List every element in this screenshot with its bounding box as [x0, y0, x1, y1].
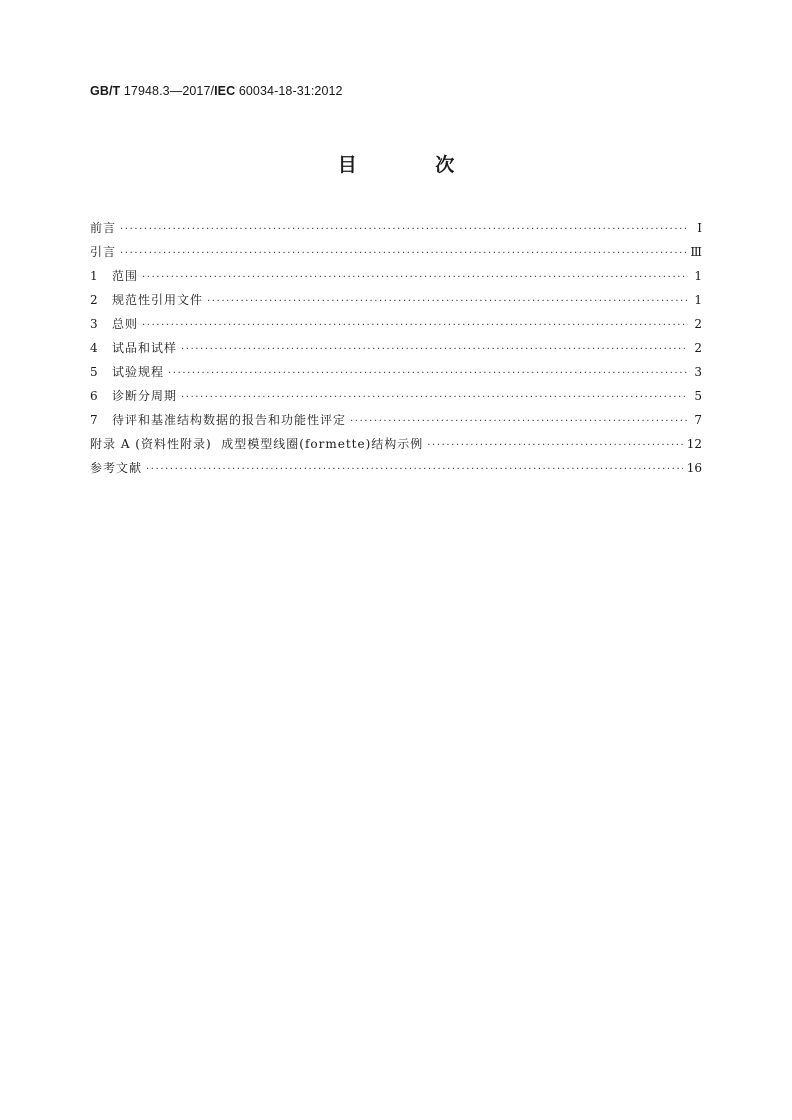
toc-leader-dots [146, 458, 683, 482]
toc-entry-reporting-evaluation[interactable] [90, 408, 702, 432]
standard-number-header [90, 84, 343, 98]
toc-entry-general[interactable] [90, 312, 702, 336]
toc-leader-dots [142, 266, 688, 290]
toc-entry-page: 2 [694, 341, 702, 355]
toc-entry-number: 5 [90, 365, 98, 379]
toc-leader-dots [427, 434, 682, 458]
toc-entry-number: 3 [90, 317, 98, 331]
toc-entry-label: 试品和试样 [112, 341, 178, 355]
toc-entry-diagnostic-subcycle[interactable] [90, 384, 702, 408]
toc-entry-page: Ⅲ [690, 245, 702, 259]
iec-prefix: IEC [214, 84, 236, 98]
toc-entry-number: 7 [90, 413, 98, 427]
toc-entry-page: 5 [694, 389, 702, 403]
toc-entry-label: 试验规程 [112, 365, 165, 379]
toc-entry-label: 待评和基准结构数据的报告和功能性评定 [112, 413, 347, 427]
toc-entry-label: 引言 [90, 245, 117, 259]
toc-entry-page: 3 [694, 365, 702, 379]
toc-leader-dots [207, 290, 688, 314]
toc-leader-dots [350, 410, 688, 434]
standard-prefix: GB/T [90, 84, 121, 98]
toc-leader-dots [168, 362, 688, 386]
standard-code: 17948.3—2017/ [123, 84, 215, 98]
toc-entry-annex-a[interactable] [90, 432, 702, 456]
toc-entry-number: 6 [90, 389, 98, 403]
toc-entry-page: 12 [686, 437, 702, 451]
toc-title: 目 次 [337, 154, 491, 176]
toc-entry-number: 1 [90, 269, 98, 283]
toc-entry-introduction[interactable] [90, 240, 702, 264]
toc-entry-label: 范围 [112, 269, 139, 283]
toc-leader-dots [120, 242, 686, 266]
toc-entry-test-procedures[interactable] [90, 360, 702, 384]
toc-entry-page: Ⅰ [697, 221, 702, 235]
toc-entry-number: 4 [90, 341, 98, 355]
iec-code: 60034-18-31:2012 [238, 84, 343, 98]
toc-entry-page: 2 [694, 317, 702, 331]
toc-entry-test-objects[interactable] [90, 336, 702, 360]
toc-entry-number: 2 [90, 293, 98, 307]
table-of-contents [90, 216, 702, 480]
toc-entry-preface[interactable] [90, 216, 702, 240]
toc-leader-dots [142, 314, 688, 338]
toc-entry-label: 诊断分周期 [112, 389, 178, 403]
toc-entry-page: 1 [694, 269, 702, 283]
toc-entry-label: 总则 [112, 317, 139, 331]
toc-entry-scope[interactable] [90, 264, 702, 288]
toc-entry-normative-references[interactable] [90, 288, 702, 312]
toc-entry-bibliography[interactable] [90, 456, 702, 480]
toc-leader-dots [120, 218, 688, 242]
toc-entry-label: 参考文献 [90, 461, 143, 475]
toc-entry-page: 7 [694, 413, 702, 427]
toc-entry-page: 1 [694, 293, 702, 307]
toc-leader-dots [181, 386, 688, 410]
toc-leader-dots [181, 338, 688, 362]
toc-entry-page: 16 [686, 461, 702, 475]
toc-entry-label: 附录 A (资料性附录) 成型模型线圈(formette)结构示例 [90, 437, 424, 451]
toc-entry-label: 前言 [90, 221, 117, 235]
toc-entry-label: 规范性引用文件 [112, 293, 204, 307]
